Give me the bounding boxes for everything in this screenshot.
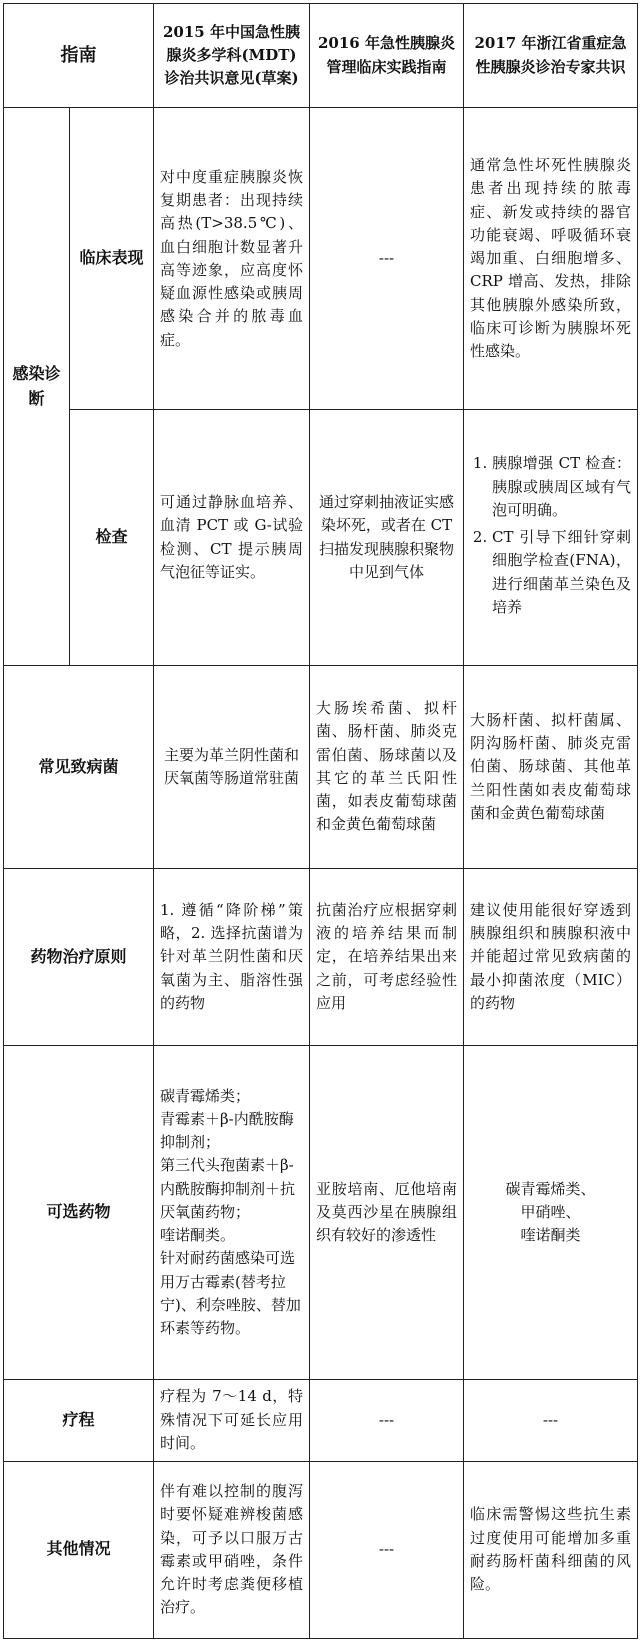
cell-pathogens-2015: 主要为革兰阴性菌和厌氧菌等肠道常驻菌	[154, 665, 310, 868]
drug-option-line: 喹诺酮类	[520, 1226, 581, 1245]
table-row-pathogens	[4, 665, 638, 868]
row-label-drug-options: 可选药物	[4, 1046, 154, 1380]
row-label-drug-principle: 药物治疗原则	[4, 869, 154, 1046]
table-row-course	[4, 1379, 638, 1461]
row-label-pathogens: 常见致病菌	[4, 665, 154, 868]
list-item: 1. 胰腺增强 CT 检查：胰腺或胰周区域有气泡可明确。	[492, 452, 631, 522]
drug-option-line: 针对耐药菌感染可选用万古霉素(替考拉宁)、利奈唑胺、替加环素等药物。	[160, 1249, 301, 1338]
cell-clinical-2017: 通常急性坏死性胰腺炎患者出现持续的脓毒症、新发或持续的器官功能衰竭、呼吸循环衰竭加重、白细胞增多、CRP 增高、发热，排除其他胰腺外感染所致，临床可诊断为胰腺坏死性感染。	[464, 108, 638, 410]
table-row-drug-principle	[4, 869, 638, 1046]
row-label-other: 其他情况	[4, 1461, 154, 1638]
cell-other-2015: 伴有难以控制的腹泻时要怀疑难辨梭菌感染，可予以口服万古霉素或甲硝唑，条件允许时考虑粪便移植治疗。	[154, 1461, 310, 1638]
drug-option-line: 青霉素＋β-内酰胺酶抑制剂；	[160, 1109, 294, 1152]
cell-course-2016: ---	[310, 1379, 464, 1461]
cell-course-2015: 疗程为 7～14 d，特殊情况下可延长应用时间。	[154, 1379, 310, 1461]
row-label-clinical: 临床表现	[70, 108, 154, 410]
cell-drug-options-2015	[154, 1046, 310, 1380]
table-row-drug-options	[4, 1046, 638, 1380]
cell-drug-principle-2016: 抗菌治疗应根据穿刺液的培养结果而制定，在培养结果出来之前，可考虑经验性应用	[310, 869, 464, 1046]
cell-other-2016: ---	[310, 1461, 464, 1638]
cell-drug-options-2017	[464, 1046, 638, 1380]
header-2017-guideline: 2017 年浙江省重症急性胰腺炎诊治专家共识	[464, 4, 638, 108]
exam-2017-list	[470, 452, 631, 619]
cell-clinical-2016: ---	[310, 108, 464, 410]
row-label-exam: 检查	[70, 410, 154, 665]
drug-option-line: 碳青霉烯类、	[505, 1179, 596, 1198]
cell-drug-principle-2017: 建议使用能很好穿透到胰腺组织和胰腺积液中并能超过常见致病菌的最小抑菌浓度（MIC）的药物	[464, 869, 638, 1046]
cell-exam-2015: 可通过静脉血培养、血清 PCT 或 G-试验检测、CT 提示胰周气泡征等证实。	[154, 410, 310, 665]
row-label-infection-diagnosis: 感染诊断	[4, 108, 70, 666]
cell-other-2017: 临床需警惕这些抗生素过度使用可能增加多重耐药肠杆菌科细菌的风险。	[464, 1461, 638, 1638]
drug-option-line: 碳青霉烯类；	[160, 1086, 251, 1105]
table-row-clinical	[4, 108, 638, 410]
table-row-other	[4, 1461, 638, 1638]
drug-option-line: 喹诺酮类。	[160, 1226, 236, 1245]
drug-option-line: 第三代头孢菌素＋β-内酰胺酶抑制剂＋抗厌氧菌药物；	[160, 1156, 296, 1221]
list-item: 2. CT 引导下细针穿刺细胞学检查(FNA)，进行细菌革兰染色及培养	[492, 526, 631, 619]
guideline-comparison-table	[3, 3, 638, 1639]
cell-course-2017: ---	[464, 1379, 638, 1461]
header-2016-guideline: 2016 年急性胰腺炎管理临床实践指南	[310, 4, 464, 108]
cell-pathogens-2017: 大肠杆菌、拟杆菌属、阴沟肠杆菌、肺炎克雷伯菌、肠球菌、其他革兰阳性菌如表皮葡萄球菌和金黄色葡萄球菌	[464, 665, 638, 868]
cell-exam-2017	[464, 410, 638, 665]
table-row-exam	[4, 410, 638, 665]
header-row	[4, 4, 638, 108]
row-label-course: 疗程	[4, 1379, 154, 1461]
cell-exam-2016: 通过穿刺抽液证实感染坏死，或者在 CT 扫描发现胰腺积聚物中见到气体	[310, 410, 464, 665]
cell-pathogens-2016: 大肠埃希菌、拟杆菌、肠杆菌、肺炎克雷伯菌、肠球菌以及其它的革兰氏阳性菌，如表皮葡萄球菌和金黄色葡萄球菌	[310, 665, 464, 868]
cell-drug-options-2016: 亚胺培南、厄他培南及莫西沙星在胰腺组织有较好的渗透性	[310, 1046, 464, 1380]
header-guide-label: 指南	[4, 4, 154, 108]
drug-option-line: 甲硝唑、	[520, 1202, 581, 1221]
cell-drug-principle-2015: 1. 遵循“降阶梯”策略，2. 选择抗菌谱为针对革兰阴性菌和厌氧菌为主、脂溶性强的药物	[154, 869, 310, 1046]
cell-clinical-2015: 对中度重症胰腺炎恢复期患者：出现持续高热(T>38.5℃)、血白细胞计数显著升高等迹象，应高度怀疑血源性感染或胰周感染合并的脓毒血症。	[154, 108, 310, 410]
header-2015-guideline: 2015 年中国急性胰腺炎多学科(MDT)诊治共识意见(草案)	[154, 4, 310, 108]
